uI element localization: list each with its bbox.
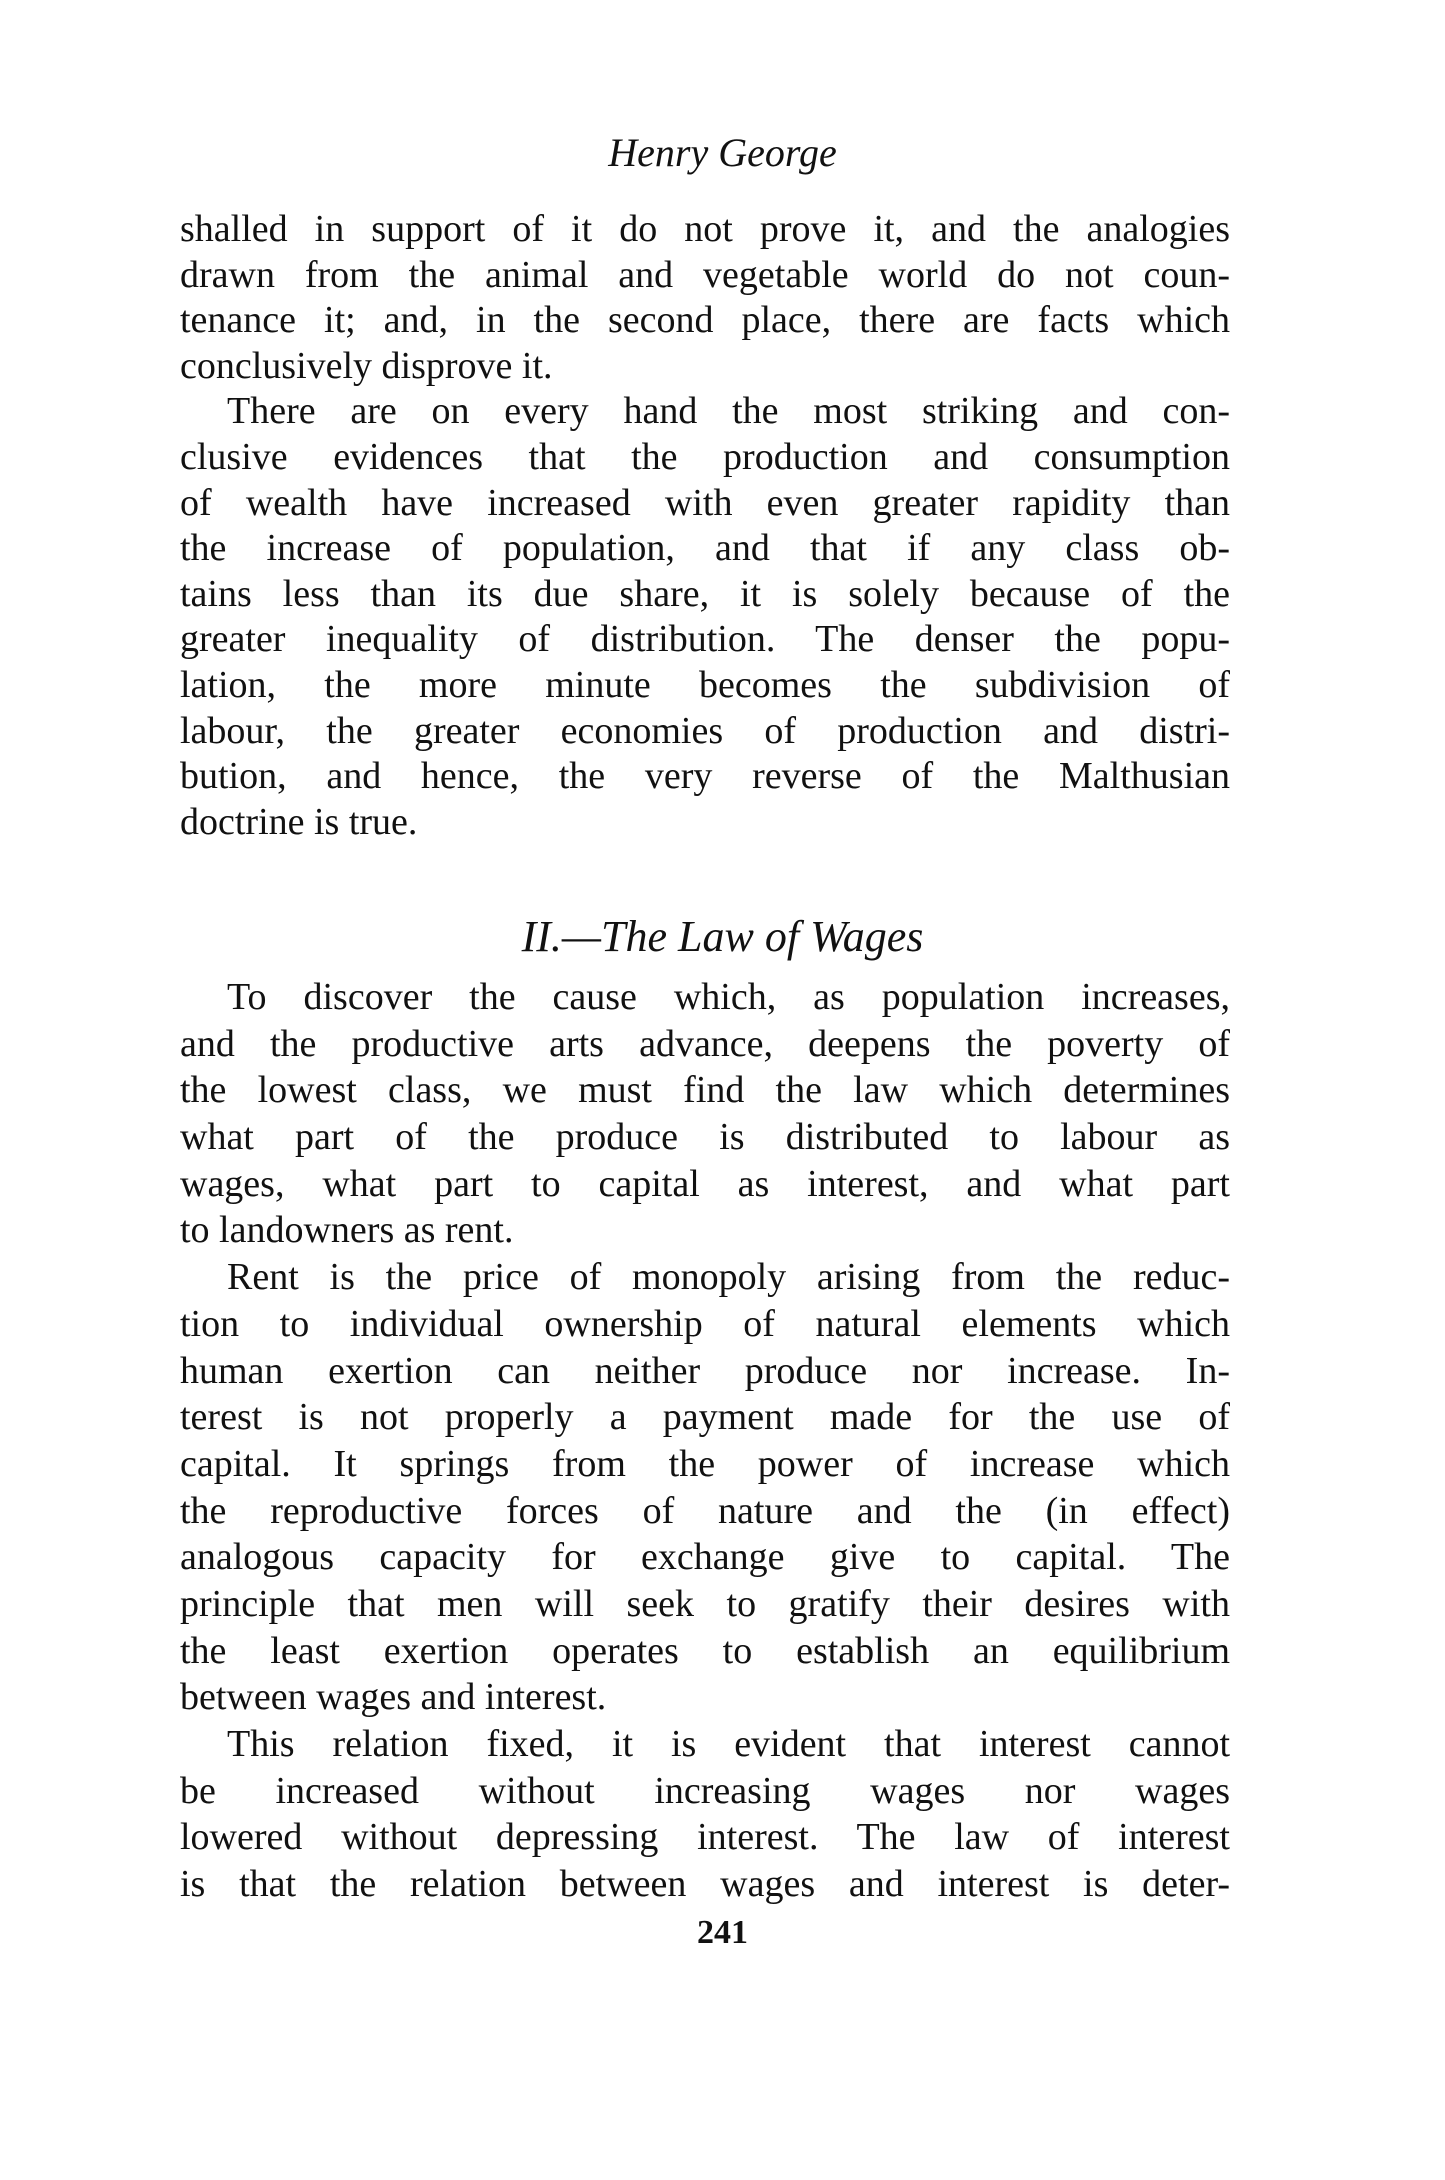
text-block-after-heading (180, 974, 1230, 1908)
paragraph (180, 207, 1230, 389)
running-head: Henry George (608, 130, 837, 175)
text-line: lowered without depressing interest. The law of interest (180, 1816, 1230, 1859)
text-line: to landowners as rent. (180, 1209, 514, 1252)
paragraph (180, 974, 1230, 1254)
text-line: This relation fixed, it is evident that interest cannot (227, 1723, 1230, 1765)
text-line: lation, the more minute becomes the subdivision of (180, 663, 1230, 706)
text-line: the lowest class, we must find the law which determines (180, 1069, 1230, 1112)
text-line: Rent is the price of monopoly arising from the reduc- (227, 1256, 1230, 1299)
text-line: is that the relation between wages and interest is deter- (180, 1863, 1230, 1906)
text-line: the increase of population, and that if any class ob- (180, 527, 1230, 570)
text-line: tains less than its due share, it is solely because of the (180, 572, 1230, 615)
text-line: the least exertion operates to establish an equilibrium (180, 1629, 1230, 1672)
text-line: tenance it; and, in the second place, there are facts which (180, 299, 1230, 342)
text-line: There are on every hand the most striking and con- (227, 390, 1230, 433)
text-line: between wages and interest. (180, 1676, 607, 1719)
text-line: be increased without increasing wages nor wages (180, 1769, 1230, 1812)
text-line: bution, and hence, the very reverse of the Malthusian (180, 755, 1230, 798)
paragraph (180, 1721, 1230, 1908)
text-line: clusive evidences that the production and consumption (180, 435, 1230, 478)
paragraph (180, 1254, 1230, 1721)
page-number: 241 (697, 1914, 748, 1951)
text-line: drawn from the animal and vegetable world do not coun- (180, 253, 1230, 296)
section-heading: II.—The Law of Wages (521, 912, 924, 961)
text-line: labour, the greater economies of production and distri- (180, 709, 1230, 752)
text-line: greater inequality of distribution. The denser the popu- (180, 618, 1230, 661)
text-line: To discover the cause which, as population increases, (227, 976, 1230, 1018)
text-line: tion to individual ownership of natural elements which (180, 1302, 1230, 1345)
text-line: principle that men will seek to gratify their desires with (180, 1582, 1230, 1625)
text-line: capital. It springs from the power of increase which (180, 1442, 1230, 1485)
text-line: human exertion can neither produce nor increase. In- (180, 1349, 1230, 1392)
text-line: wages, what part to capital as interest, and what part (180, 1162, 1230, 1205)
text-line: analogous capacity for exchange give to capital. The (180, 1536, 1230, 1579)
text-block-before-heading (180, 207, 1230, 845)
paragraph (180, 389, 1230, 845)
text-line: doctrine is true. (180, 800, 418, 843)
text-line: what part of the produce is distributed to labour as (180, 1116, 1230, 1159)
text-line: conclusively disprove it. (180, 344, 553, 387)
text-line: shalled in support of it do not prove it, and the analogies (180, 208, 1230, 250)
text-line: and the productive arts advance, deepens the poverty of (180, 1022, 1230, 1065)
text-line: of wealth have increased with even greater rapidity than (180, 481, 1230, 524)
text-line: terest is not properly a payment made for the use of (180, 1396, 1230, 1439)
text-line: the reproductive forces of nature and the (in effect) (180, 1489, 1230, 1532)
